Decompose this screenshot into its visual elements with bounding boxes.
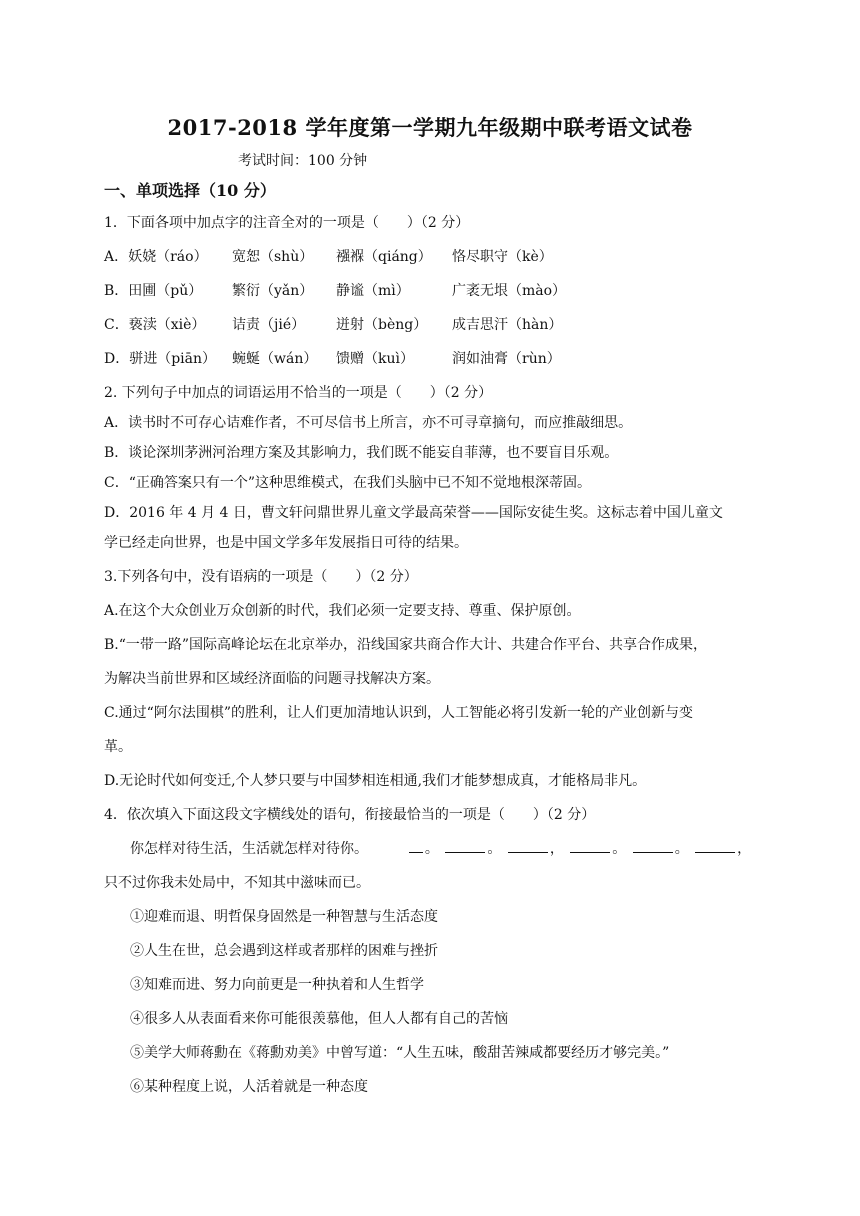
option-item: B．田圃（pǔ） bbox=[104, 283, 203, 299]
blank-line bbox=[570, 840, 610, 853]
question-3-stem: 3.下列各句中，没有语病的一项是（ ）（2 分） bbox=[104, 569, 418, 585]
option-item: 成吉思汗（hàn） bbox=[452, 317, 563, 333]
question-2-option-d-line2: 学已经走向世界，也是中国文学多年发展指日可待的结果。 bbox=[104, 535, 468, 551]
option-item: 恪尽职守（kè） bbox=[452, 249, 553, 265]
question-3-option-b-line1: B.“一带一路”国际高峰论坛在北京举办，沿线国家共商合作大计、共建合作平台、共享合作成果， bbox=[104, 637, 708, 653]
blank-line bbox=[445, 840, 485, 853]
question-2-option-d-line1: D．2016 年 4 月 4 日，曹文轩问鼎世界儿童文学最高荣誉——国际安徒生奖。这标志着中国儿童文 bbox=[104, 505, 723, 521]
question-1-option-c bbox=[104, 314, 562, 334]
option-item: 宽恕（shù） bbox=[232, 249, 314, 265]
option-item: D．骈进（piān） bbox=[104, 351, 217, 367]
question-1-option-b bbox=[104, 280, 566, 300]
option-item: C．亵渎（xiè） bbox=[104, 317, 206, 333]
option-item: 润如油膏（rùn） bbox=[452, 351, 561, 367]
section-heading: 一、单项选择（10 分） bbox=[104, 181, 276, 200]
blank-line bbox=[409, 840, 423, 853]
question-4-item-1: ①迎难而退、明哲保身固然是一种智慧与生活态度 bbox=[130, 909, 438, 925]
question-3-option-c-line1: C.通过“阿尔法围棋”的胜利，让人们更加清地认识到，人工智能必将引发新一轮的产业创新与变 bbox=[104, 705, 693, 721]
option-item: 繁衍（yǎn） bbox=[232, 283, 314, 299]
question-3-option-c-line2: 革。 bbox=[104, 739, 132, 755]
question-4-item-2: ②人生在世，总会遇到这样或者那样的困难与挫折 bbox=[130, 943, 438, 959]
option-item: 静谧（mì） bbox=[336, 283, 410, 299]
question-4-passage-line1: 你怎样对待生活，生活就怎样对待你。 。 。 ， 。 。 ， bbox=[130, 841, 752, 857]
option-item: 诘责（jié） bbox=[232, 317, 306, 333]
question-4-item-6: ⑥某种程度上说，人活着就是一种态度 bbox=[130, 1079, 368, 1095]
question-3-option-d: D.无论时代如何变迁,个人梦只要与中国梦相连相通,我们才能梦想成真，才能格局非凡。 bbox=[104, 773, 647, 789]
question-4-item-3: ③知难而进、努力向前更是一种执着和人生哲学 bbox=[130, 977, 424, 993]
blank-line bbox=[633, 840, 673, 853]
option-item: 馈赠（kuì） bbox=[336, 351, 414, 367]
option-item: 襁褓（qiáng） bbox=[336, 249, 432, 265]
question-1-stem: 1．下面各项中加点字的注音全对的一项是（ ）（2 分） bbox=[104, 215, 470, 231]
passage-start: 你怎样对待生活，生活就怎样对待你。 bbox=[130, 841, 368, 857]
question-4-item-5: ⑤美学大师蒋勳在《蒋勳劝美》中曾写道：“人生五味，酸甜苦辣咸都要经历才够完美。” bbox=[130, 1045, 670, 1061]
question-2-option-b: B．谈论深圳茅洲河治理方案及其影响力，我们既不能妄自菲薄，也不要盲目乐观。 bbox=[104, 445, 619, 461]
question-3-option-b-line2: 为解决当前世界和区域经济面临的问题寻找解决方案。 bbox=[104, 671, 440, 687]
question-2-stem: 2. 下列句子中加点的词语运用不恰当的一项是（ ）（2 分） bbox=[104, 385, 493, 401]
exam-title: 2017-2018 学年度第一学期九年级期中联考语文试卷 bbox=[167, 115, 693, 140]
question-1-option-a bbox=[104, 246, 553, 266]
question-3-option-a: A.在这个大众创业万众创新的时代，我们必须一定要支持、尊重、保护原创。 bbox=[104, 603, 581, 619]
exam-time: 考试时间：100 分钟 bbox=[238, 153, 368, 169]
option-item: 广袤无垠（mào） bbox=[452, 283, 567, 299]
question-4-stem: 4．依次填入下面这段文字横线处的语句，衔接最恰当的一项是（ ）（2 分） bbox=[104, 807, 596, 823]
option-item: A．妖娆（ráo） bbox=[104, 249, 208, 265]
question-4-passage-line2: 只不过你我未处局中，不知其中滋味而已。 bbox=[104, 875, 370, 891]
blank-line bbox=[508, 840, 548, 853]
option-item: 蜿蜒（wán） bbox=[232, 351, 318, 367]
question-2-option-c: C．“正确答案只有一个”这种思维模式，在我们头脑中已不知不觉地根深蒂固。 bbox=[104, 475, 592, 491]
option-item: 迸射（bèng） bbox=[336, 317, 428, 333]
question-1-option-d bbox=[104, 348, 561, 368]
question-4-item-4: ④很多人从表面看来你可能很羡慕他，但人人都有自己的苦恼 bbox=[130, 1011, 508, 1027]
blank-line bbox=[695, 840, 735, 853]
question-2-option-a: A．读书时不可存心诘难作者，不可尽信书上所言，亦不可寻章摘句，而应推敲细思。 bbox=[104, 415, 633, 431]
